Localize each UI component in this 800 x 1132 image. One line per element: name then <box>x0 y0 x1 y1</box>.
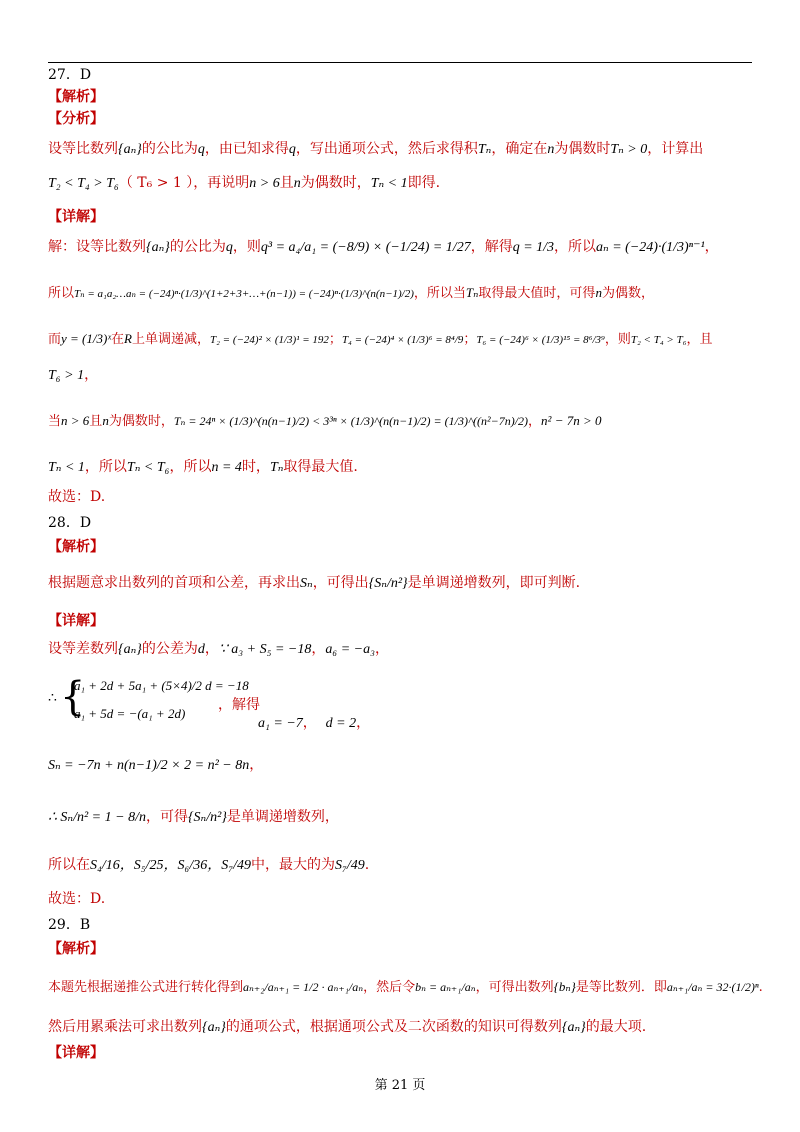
math: n <box>293 176 301 191</box>
math: n > 6 <box>249 176 280 191</box>
math: Tₙ < 1 <box>48 460 85 475</box>
text: ， <box>311 641 326 657</box>
math: T₂ < T₄ > T₆ <box>630 334 687 346</box>
math: {bₙ} <box>553 979 576 994</box>
q29-xiangjie-heading: 【详解】 <box>48 1045 104 1061</box>
text: ； <box>463 332 477 347</box>
text: . <box>758 980 763 995</box>
math: y = (1/3)ˣ <box>61 331 111 346</box>
math: R <box>124 331 132 346</box>
math: a₆ = −a₃ <box>325 642 375 657</box>
math: aₙ = (−24)·(1/3)ⁿ⁻¹ <box>596 240 705 255</box>
math: Tₙ <box>269 460 284 475</box>
math: Tₙ = 24ⁿ × (1/3)^(n(n−1)/2) < 3³ⁿ × (1/3)^(n(n−1)/2) = (1/3)^((n²−7n)/2) <box>173 414 529 428</box>
math: Tₙ > 0 <box>610 142 648 157</box>
math: ∵ a₃ + S₅ = −18 <box>218 642 312 657</box>
text: ， <box>528 414 542 429</box>
text: ，所以当 <box>413 286 466 301</box>
text: 设等比数列 <box>48 141 118 157</box>
math: T₄ = (−24)⁴ × (1/3)⁶ = 8⁴/9 <box>341 334 464 346</box>
math: q <box>288 142 296 157</box>
text: ，解得 <box>218 697 260 713</box>
q27-solution-line1 <box>48 238 719 257</box>
text: 时， <box>241 459 270 475</box>
text: ， <box>375 641 389 657</box>
text: 取得最大值时，可得 <box>478 286 596 301</box>
math: bₙ = aₙ₊₁/aₙ <box>415 980 476 994</box>
text: ，可得 <box>145 809 188 825</box>
text: 且 <box>279 175 294 191</box>
q28-header: 28．D <box>48 515 92 531</box>
header-rule <box>48 62 752 63</box>
text: ， <box>356 715 371 731</box>
text: 为偶数， <box>601 286 654 301</box>
text: ，由已知求得 <box>204 141 289 157</box>
text: 上单调递减， <box>131 332 210 347</box>
text: ，计算出 <box>647 141 704 157</box>
math: {aₙ} <box>202 1020 226 1035</box>
math: n > 6 <box>61 413 90 428</box>
math: d = 2 <box>325 716 357 731</box>
text: 的最大项. <box>585 1019 647 1035</box>
q29-analysis-line1 <box>48 978 763 997</box>
text: 为偶数时， <box>108 414 174 429</box>
math: Tₙ < 1 <box>370 176 408 191</box>
q27-solution-line3 <box>48 330 713 349</box>
math: T₆ = (−24)⁶ × (1/3)¹⁵ = 8⁶/3⁹ <box>476 334 605 346</box>
math: q <box>225 240 233 255</box>
text: 所以 <box>48 286 75 301</box>
q27-solution-line2 <box>48 284 654 303</box>
text: ， <box>249 757 264 773</box>
q27-header: 27．D <box>48 67 92 83</box>
text: ； <box>328 332 342 347</box>
text: 中，最大的为 <box>251 857 336 873</box>
q27-analysis-line1 <box>48 140 703 159</box>
text: 根据题意求出数列的首项和公差，再求出 <box>48 575 300 591</box>
text: 的公比为 <box>141 141 198 157</box>
text: 是单调递增数列，即可判断. <box>407 575 581 591</box>
text: ，所以 <box>84 459 127 475</box>
text: 为偶数时， <box>300 175 371 191</box>
text: 的公比为 <box>169 239 226 255</box>
text: 的公差为 <box>141 641 198 657</box>
text: 然后用累乘法可求出数列 <box>48 1019 202 1035</box>
text: 而 <box>48 332 62 347</box>
text: ，且 <box>686 332 713 347</box>
math: S₄/16，S₅/25，S₆/36，S₇/49 <box>90 858 252 873</box>
math: T₂ < T₄ > T₆ <box>48 176 119 191</box>
text: 为偶数时 <box>554 141 611 157</box>
text: ，所以 <box>554 239 597 255</box>
q27-analysis-line2 <box>48 174 440 193</box>
math: n <box>102 413 109 428</box>
q29-header: 29．B <box>48 917 91 933</box>
math: {aₙ} <box>561 1020 586 1035</box>
page-number: 第 21 页 <box>374 1078 426 1093</box>
text: 是单调递增数列， <box>226 809 339 825</box>
text: 解：设等比数列 <box>48 239 146 255</box>
math: T₆ > 1 <box>48 368 85 383</box>
text: ，可得出数列 <box>475 980 554 995</box>
math: aₙ₊₂/aₙ₊₁ = 1/2 · aₙ₊₁/aₙ <box>243 980 364 994</box>
q29-analysis-line2 <box>48 1018 646 1037</box>
math: n <box>547 142 555 157</box>
q27-solution-line6 <box>48 458 358 477</box>
text: ，确定在 <box>491 141 548 157</box>
q27-solution-line4 <box>48 366 98 385</box>
text: ，解得 <box>470 239 513 255</box>
text: ， <box>704 239 719 255</box>
q28-xiangjie-heading: 【详解】 <box>48 613 104 629</box>
math: Tₙ < T₆ <box>126 460 170 475</box>
text: ，再说明 <box>193 175 250 191</box>
text: 取得最大值. <box>283 459 358 475</box>
q28-answer: 故选：D. <box>48 891 106 907</box>
text: 是等比数列．即 <box>575 980 667 995</box>
system-row-2: a₁ + 5d = −(a₁ + 2d) <box>74 706 186 721</box>
math: {aₙ} <box>118 142 142 157</box>
text: ，所以 <box>169 459 212 475</box>
brace: { <box>60 674 86 720</box>
text: 在 <box>111 332 125 347</box>
q28-solution-line5 <box>48 856 369 875</box>
text: ，则 <box>232 239 261 255</box>
math: q = 1/3 <box>512 240 555 255</box>
text: ，写出通项公式，然后求得积 <box>295 141 478 157</box>
text: ，可得出 <box>312 575 369 591</box>
text: 本题先根据递推公式进行转化得到 <box>48 980 244 995</box>
math: {aₙ} <box>118 642 142 657</box>
q28-solution-line3 <box>48 756 263 775</box>
system-row-1: a₁ + 2d + 5a₁ + (5×4)/2 d = −18 <box>74 678 249 693</box>
math: a₁ = −7 <box>258 716 303 731</box>
math: {aₙ} <box>146 240 170 255</box>
math: {Sₙ/n²} <box>368 576 408 591</box>
text: . <box>364 857 370 873</box>
therefore-symbol: ∴ <box>48 691 57 706</box>
math: n = 4 <box>211 460 242 475</box>
math: d <box>197 642 205 657</box>
q27-xiangjie-heading: 【详解】 <box>48 209 104 225</box>
text: ， <box>84 367 99 383</box>
math: Sₙ = −7n + n(n−1)/2 × 2 = n² − 8n <box>48 758 250 773</box>
q28-system-result <box>218 696 260 714</box>
q27-answer: 故选：D. <box>48 489 106 505</box>
math: Sₙ <box>300 576 313 591</box>
text: （ T₆ > 1 ） <box>118 175 194 191</box>
q28-solution-line4 <box>48 808 339 827</box>
math: aₙ₊₁/aₙ = 32·(1/2)ⁿ <box>666 980 759 994</box>
q28-solution-line1 <box>48 640 389 659</box>
math: q³ = a₄/a₁ = (−8/9) × (−1/24) = 1/27 <box>260 240 471 255</box>
text: 设等差数列 <box>48 641 118 657</box>
math: Tₙ <box>465 285 479 300</box>
math: {Sₙ/n²} <box>187 810 227 825</box>
text: ， <box>204 641 219 657</box>
q27-solution-line5 <box>48 412 602 431</box>
q29-jiexi-heading: 【解析】 <box>48 941 104 957</box>
text: 的通项公式，根据通项公式及二次函数的知识可得数列 <box>225 1019 562 1035</box>
math: Tₙ <box>477 142 492 157</box>
math: S₇/49 <box>335 858 365 873</box>
text: 且 <box>89 414 103 429</box>
q27-fenxi-heading: 【分析】 <box>48 111 104 127</box>
text: 所以在 <box>48 857 90 873</box>
q28-jiexi-heading: 【解析】 <box>48 539 104 555</box>
q28-system-values <box>258 714 370 733</box>
math: q <box>197 142 205 157</box>
q28-analysis-line <box>48 574 580 593</box>
q27-jiexi-heading: 【解析】 <box>48 89 104 105</box>
text: ，然后令 <box>363 980 416 995</box>
math: Tₙ = a₁a₂…aₙ = (−24)ⁿ·(1/3)^(1+2+3+…+(n−1)) = (−24)ⁿ·(1/3)^(n(n−1)/2) <box>74 288 414 300</box>
text: 即得. <box>407 175 441 191</box>
math: ∴ Sₙ/n² = 1 − 8/n <box>48 810 146 825</box>
math: n <box>595 285 602 300</box>
math: n² − 7n > 0 <box>541 413 602 428</box>
text: ，则 <box>604 332 631 347</box>
text: ， <box>302 715 317 731</box>
math: T₂ = (−24)² × (1/3)¹ = 192 <box>209 334 329 346</box>
text: 当 <box>48 414 62 429</box>
